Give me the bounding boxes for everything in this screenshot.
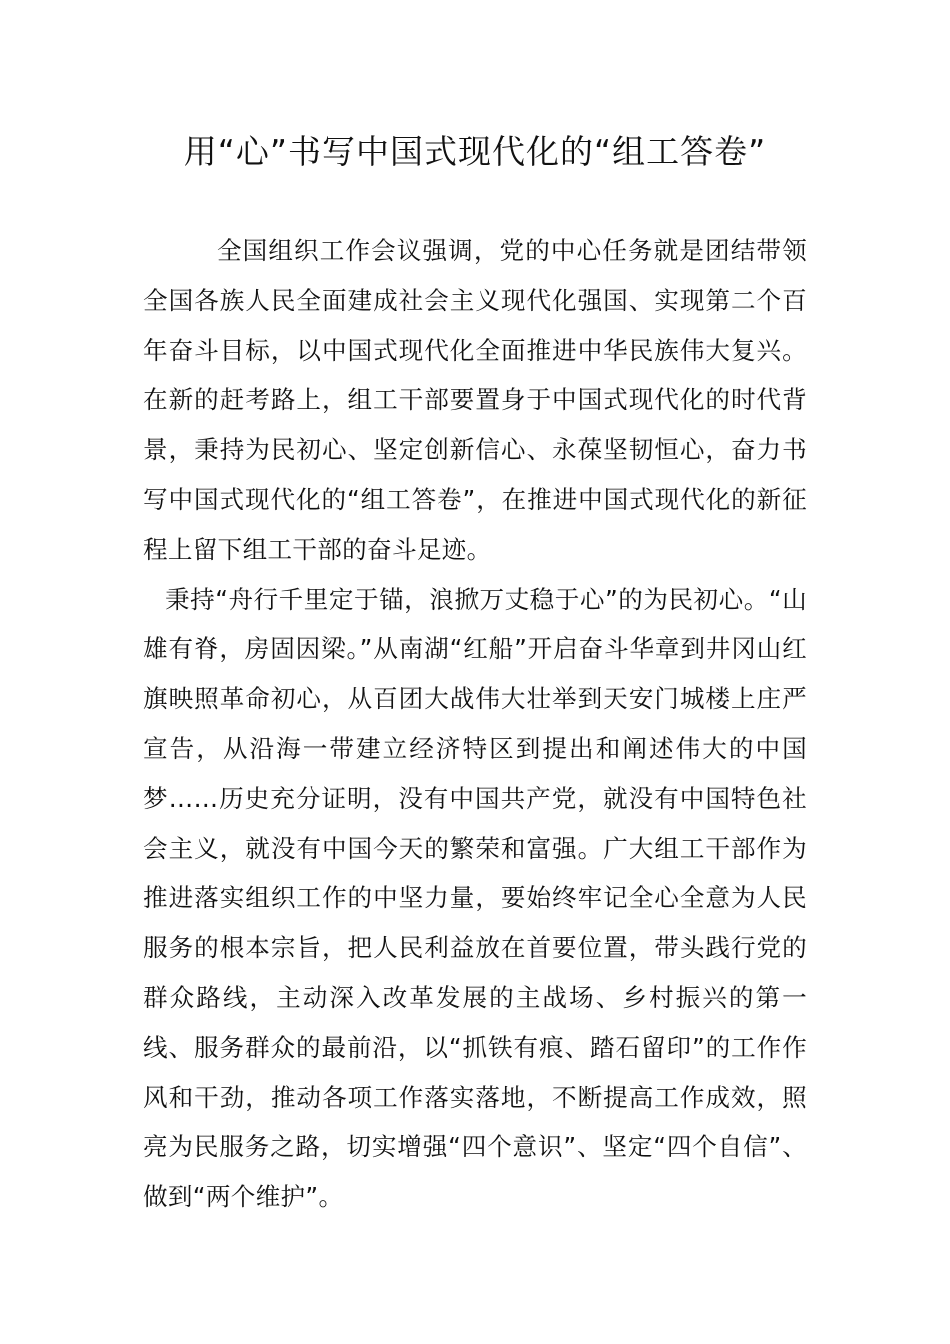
paragraph-section-1: 秉持“舟行千里定于锚，浪掀万丈稳于心”的为民初心。“山雄有脊，房固因梁。”从南湖“红船”开启奋斗华章到井冈山红旗映照革命初心，从百团大战伟大壮举到天安门城楼上庄严宣告，从沿海一带建立经济特区到提出和阐述伟大的中国梦……历史充分证明，没有中国共产党，就没有中国特色社会主义，就没有中国今天的繁荣和富强。广大组工干部作为推进落实组织工作的中坚力量，要始终牢记全心全意为人民服务的根本宗旨，把人民利益放在首要位置，带头践行党的群众路线，主动深入改革发展的主战场、乡村振兴的第一线、服务群众的最前沿，以“抓铁有痕、踏石留印”的工作作风和干劲，推动各项工作落实落地，不断提高工作成效，照亮为民服务之路，切实增强“四个意识”、坚定“四个自信”、做到“两个维护”。 xyxy=(143,584,807,1212)
paragraph-intro: 全国组织工作会议强调，党的中心任务就是团结带领全国各族人民全面建成社会主义现代化强国、实现第二个百年奋斗目标，以中国式现代化全面推进中华民族伟大复兴。在新的赶考路上，组工干部要置身于中国式现代化的时代背景，秉持为民初心、坚定创新信心、永葆坚韧恒心，奋力书写中国式现代化的“组工答卷”，在推进中国式现代化的新征程上留下组工干部的奋斗足迹。 xyxy=(143,236,807,564)
document-body xyxy=(143,226,807,1222)
document-title: 用“心”书写中国式现代化的“组工答卷” xyxy=(183,132,767,171)
